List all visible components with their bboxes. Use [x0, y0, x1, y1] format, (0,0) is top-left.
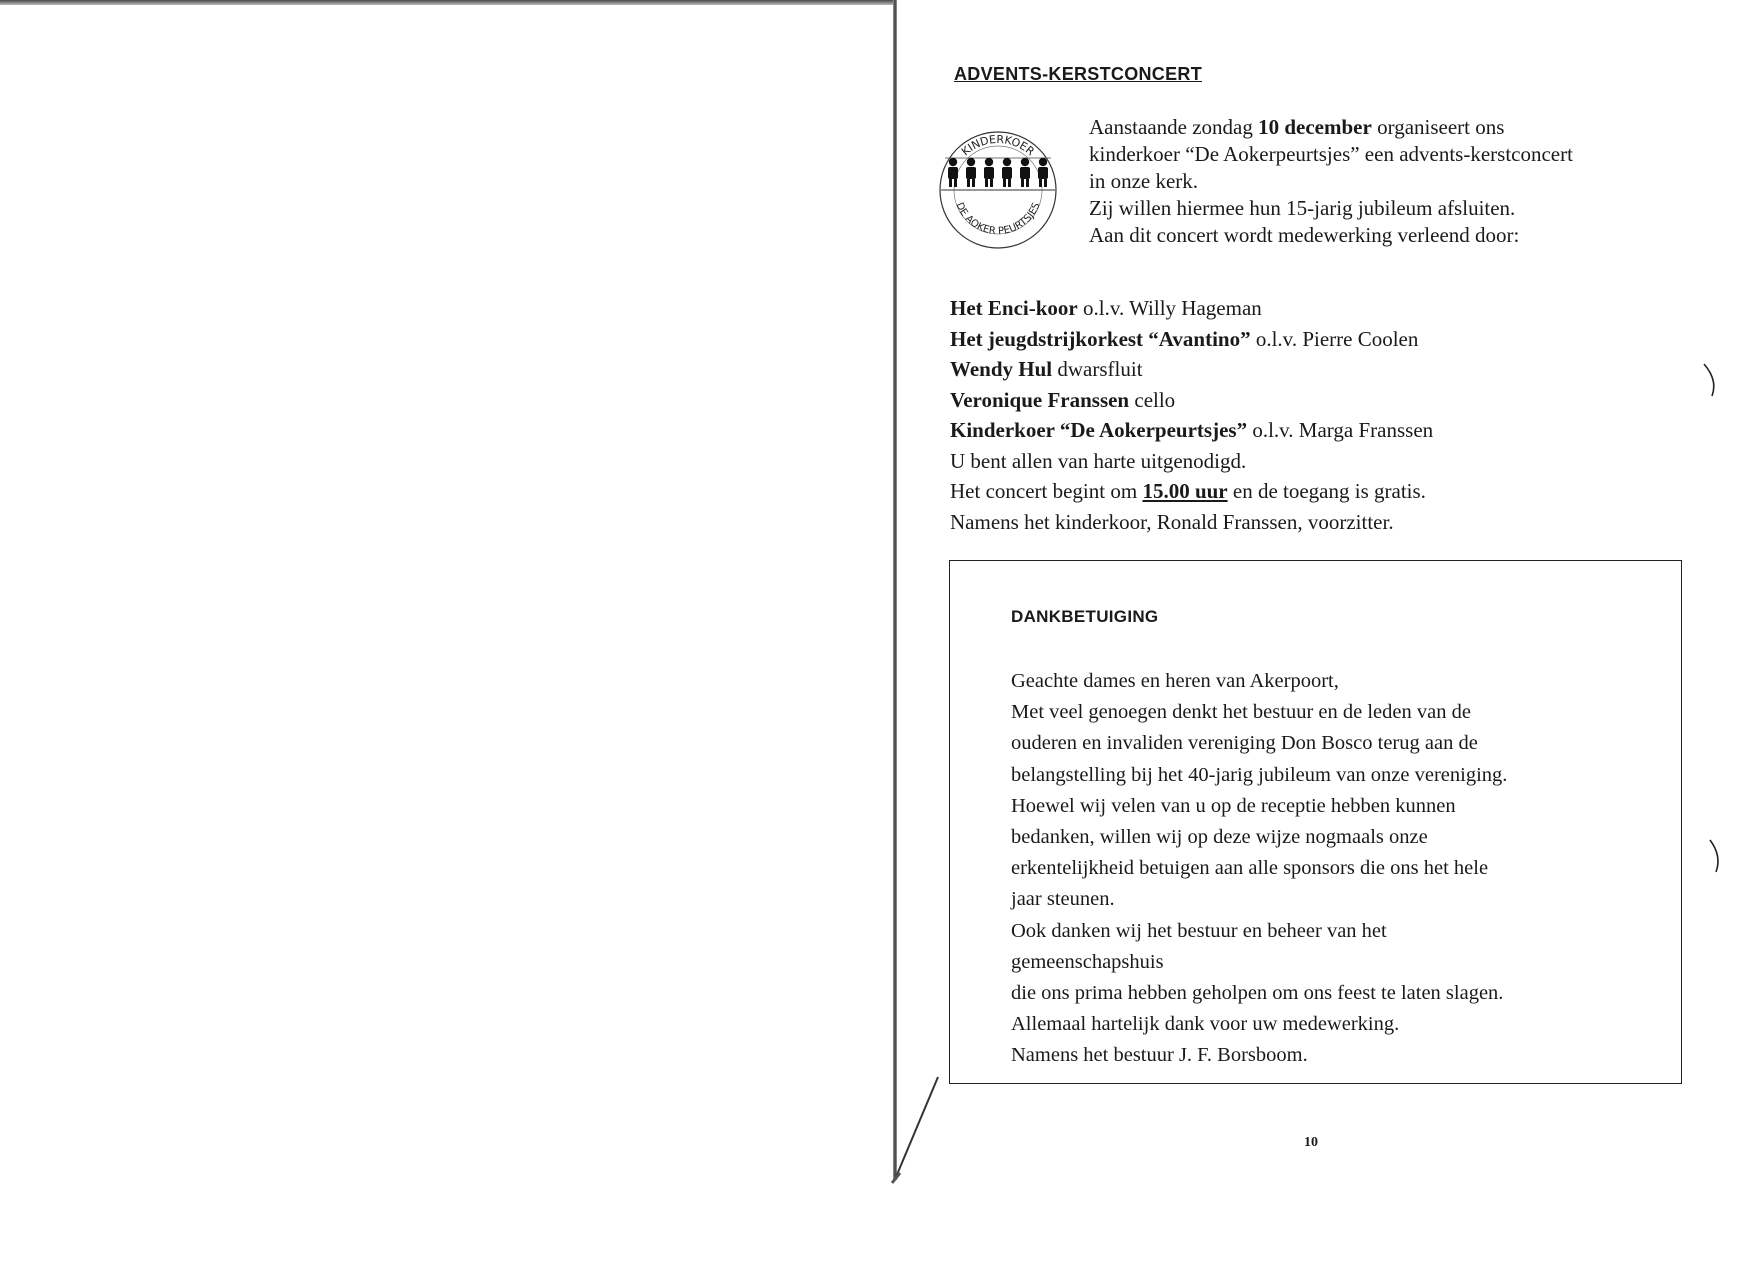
thanks-body	[1011, 666, 1651, 1072]
thanks-salutation: Geachte dames en heren van Akerpoort,	[1011, 670, 1339, 692]
performer-list	[950, 293, 1650, 537]
intro-line-1: Aanstaande zondag 10 december organiseert ons	[1089, 115, 1505, 139]
thanks-line: Ook danken wij het bestuur en beheer van het	[1011, 919, 1387, 942]
performer-name: Veronique Franssen	[950, 387, 1130, 412]
performer-line	[950, 293, 1650, 324]
performer-detail: o.l.v. Willy Hageman	[1077, 296, 1262, 320]
thanks-signature: Namens het bestuur J. F. Borsboom.	[1011, 1044, 1308, 1067]
thanks-line: die ons prima hebben geholpen om ons feest te laten slagen.	[1011, 982, 1504, 1005]
thanks-line: Allemaal hartelijk dank voor uw medewerking.	[1011, 1013, 1400, 1036]
thanks-line: Hoewel wij velen van u op de receptie hebben kunnen	[1011, 794, 1456, 817]
book-spine	[893, 0, 897, 1180]
start-time: 15.00 uur	[1142, 479, 1228, 503]
performer-name: Wendy Hul	[950, 357, 1053, 381]
svg-text:KINDERKOER	[959, 133, 1037, 159]
intro-line-3: in onze kerk.	[1089, 169, 1199, 193]
spine-fold-shadow	[890, 1075, 950, 1185]
performer-name: Het Enci-koor	[950, 296, 1078, 320]
scan-top-edge	[0, 0, 895, 5]
thanks-line: jaar steunen.	[1011, 888, 1115, 911]
svg-text:DE AOKER PEURTSJES	[953, 201, 1042, 237]
thanks-line: erkentelijkheid betuigen aan alle sponsors die ons het hele	[1011, 857, 1489, 880]
performer-line	[950, 385, 1650, 416]
thanks-box	[949, 560, 1682, 1084]
thanks-title: DANKBETUIGING	[1011, 607, 1159, 626]
signature-line: Namens het kinderkoor, Ronald Franssen, voorzitter.	[950, 509, 1394, 534]
performer-line	[950, 354, 1650, 385]
thanks-line: bedanken, willen wij op deze wijze nogmaals onze	[1011, 826, 1428, 849]
bleed-through-marks	[1700, 360, 1730, 880]
performer-detail: cello	[1129, 387, 1176, 412]
thanks-line: gemeenschapshuis	[1011, 950, 1164, 973]
performer-line	[950, 415, 1650, 446]
concert-intro	[1089, 114, 1689, 249]
logo-bottom-text: DE AOKER PEURTSJES	[953, 201, 1043, 238]
performer-detail: o.l.v. Pierre Coolen	[1250, 326, 1419, 351]
intro-line-4: Zij willen hiermee hun 15-jarig jubileum afsluiten.	[1089, 196, 1516, 220]
intro-line-5: Aan dit concert wordt medewerking verleend door:	[1089, 223, 1520, 247]
intro-line-2: kinderkoer “De Aokerpeurtsjes” een advents-kerstconcert	[1089, 142, 1573, 166]
thanks-line: Met veel genoegen denkt het bestuur en de leden van de	[1011, 701, 1471, 724]
logo-top-text: KINDERKOER	[959, 132, 1037, 159]
performer-detail: o.l.v. Marga Franssen	[1247, 418, 1434, 442]
invitation-line: U bent allen van harte uitgenodigd.	[950, 448, 1247, 473]
performer-line	[950, 324, 1650, 355]
concert-date: 10 december	[1258, 115, 1372, 139]
thanks-line: belangstelling bij het 40-jarig jubileum van onze vereniging.	[1011, 763, 1508, 786]
performer-detail: dwarsfluit	[1052, 357, 1143, 381]
page-number: 10	[1304, 1135, 1318, 1150]
concert-title: ADVENTS-KERSTCONCERT	[954, 64, 1203, 84]
choir-logo-icon	[937, 118, 1059, 258]
thanks-line: ouderen en invaliden vereniging Don Bosco terug aan de	[1011, 732, 1478, 755]
performer-name: Kinderkoer “De Aokerpeurtsjes”	[950, 418, 1248, 442]
start-time-line: Het concert begint om 15.00 uur en de toegang is gratis.	[950, 479, 1426, 503]
performer-name: Het jeugdstrijkorkest “Avantino”	[950, 326, 1251, 351]
